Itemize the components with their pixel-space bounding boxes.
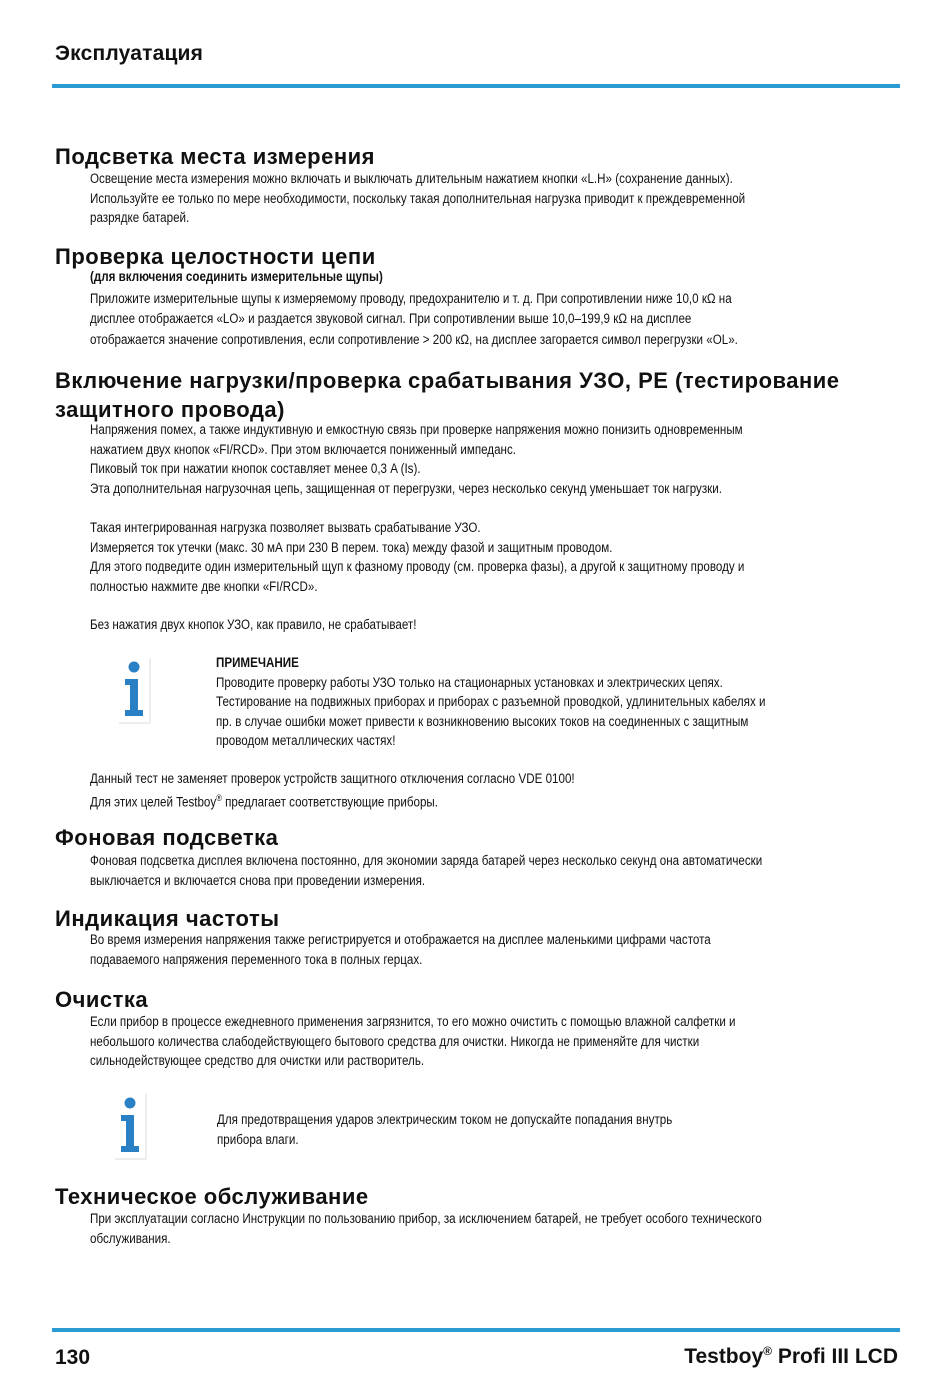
page-header-title: Эксплуатация <box>55 42 204 65</box>
text-line: Освещение места измерения можно включать и выключать длительным нажатием кнопки «L.H» (сохранение данных). <box>90 171 733 186</box>
text-line: разрядке батарей. <box>90 210 190 225</box>
section-title-measure-light: Подсветка места измерения <box>55 144 376 169</box>
paragraph <box>90 615 900 635</box>
footer-brand <box>684 1344 898 1369</box>
paragraph <box>90 851 900 890</box>
text-line: сильнодействующее средство для очистки или растворитель. <box>90 1053 425 1068</box>
note-box <box>217 1110 888 1149</box>
note-box <box>216 653 887 751</box>
header-rule <box>52 84 900 88</box>
section-title-backlight: Фоновая подсветка <box>55 825 279 850</box>
brand-name: Testboy <box>684 1345 764 1368</box>
text-line: Тестирование на подвижных приборах и приборах с разъемной проводкой, удлинительных кабелях и <box>216 694 766 709</box>
section-title-frequency: Индикация частоты <box>55 906 280 931</box>
model-name: Profi III LCD <box>772 1345 898 1368</box>
info-icon <box>110 1090 150 1160</box>
text-line: Измеряется ток утечки (макс. 30 мА при 230 В перем. тока) между фазой и защитным проводом. <box>90 539 613 555</box>
paragraph <box>90 420 900 498</box>
paragraph <box>90 1209 900 1248</box>
text-line: обслуживания. <box>90 1230 171 1246</box>
text-fragment: предлагает соответствующие приборы. <box>221 794 438 809</box>
text-line: При эксплуатации согласно Инструкции по пользованию прибор, за исключением батарей, не требует особого технического <box>90 1211 762 1226</box>
text-line: Эта дополнительная нагрузочная цепь, защищенная от перегрузки, через несколько секунд уменьшает ток нагрузки. <box>90 480 722 496</box>
text-line: Фоновая подсветка дисплея включена постоянно, для экономии заряда батарей через несколько секунд она автоматически <box>90 853 763 868</box>
text-line: выключается и включается снова при проведении измерения. <box>90 872 426 888</box>
section-title-load-rcd-line1: Включение нагрузки/проверка срабатывания УЗО, PE (тестирование <box>55 368 840 393</box>
text-line: Напряжения помех, а также индуктивную и емкостную связь при проверке напряжения можно понизить одновременным <box>90 422 743 437</box>
text-line: Если прибор в процессе ежедневного применения загрязнится, то его можно очистить с помощью влажной салфетки и <box>90 1014 736 1029</box>
section-subtitle: (для включения соединить измерительные щупы) <box>90 269 383 284</box>
section-title-maintenance: Техническое обслуживание <box>55 1184 369 1209</box>
section-title-load-rcd-line2: защитного провода) <box>55 397 285 422</box>
section-title-continuity: Проверка целостности цепи <box>55 244 376 269</box>
note-heading: ПРИМЕЧАНИЕ <box>216 655 299 670</box>
footer-rule <box>52 1328 900 1332</box>
text-line: пр. в случае ошибки может привести к возникновению высоких токов на соединенных с защитным <box>216 713 749 729</box>
text-line: Для этого подведите один измерительный щуп к фазному проводу (см. проверка фазы), а другой к защитному проводу и <box>90 559 745 574</box>
registered-mark: ® <box>216 792 222 803</box>
text-line: Без нажатия двух кнопок УЗО, как правило, не срабатывает! <box>90 617 417 632</box>
text-line: Во время измерения напряжения также регистрируется и отображается на дисплее маленькими цифрами частота <box>90 932 711 947</box>
paragraph <box>90 930 900 969</box>
paragraph <box>90 267 900 349</box>
info-icon <box>114 654 154 724</box>
text-line: нажатием двух кнопок «FI/RCD». При этом включается пониженный импеданс. <box>90 441 516 457</box>
text-line: Такая интегрированная нагрузка позволяет вызвать срабатывание УЗО. <box>90 520 481 535</box>
paragraph <box>90 1012 900 1071</box>
text-line: небольшого количества слабодействующего бытового средства для очистки. Никогда не применяйте для чистки <box>90 1033 700 1049</box>
paragraph <box>90 169 900 228</box>
text-line: проводом металлических частях! <box>216 733 396 748</box>
registered-mark: ® <box>763 1344 772 1358</box>
text-line: Для предотвращения ударов электрическим током не допускайте попадания внутрь <box>217 1112 673 1127</box>
text-line: Используйте ее только по мере необходимости, поскольку такая дополнительная нагрузка приводит к преждевременной <box>90 190 746 206</box>
text-fragment: Для этих целей Testboy <box>90 794 217 809</box>
text-line: отображается значение сопротивления, если сопротивление > 200 кΩ, на дисплее загорается символ перегрузки «OL». <box>90 331 738 347</box>
paragraph <box>90 769 900 812</box>
section-title-cleaning: Очистка <box>55 987 149 1012</box>
text-line: полностью нажмите две кнопки «FI/RCD». <box>90 578 318 594</box>
text-line: подаваемого напряжения переменного тока в полных герцах. <box>90 951 423 967</box>
text-line: Данный тест не заменяет проверок устройств защитного отключения согласно VDE 0100! <box>90 771 575 786</box>
text-line: прибора влаги. <box>217 1131 299 1147</box>
page-number: 130 <box>55 1346 91 1369</box>
text-line: Проводите проверку работы УЗО только на стационарных установках и электрических цепях. <box>216 674 723 690</box>
text-line <box>90 789 900 812</box>
text-line: Приложите измерительные щупы к измеряемому проводу, предохранителю и т. д. При сопротивлении ниже 10,0 кΩ на <box>90 290 732 306</box>
text-line: дисплее отображается «LO» и раздается звуковой сигнал. При сопротивлении выше 10,0–199,9 кΩ на дисплее <box>90 311 692 326</box>
text-line: Пиковый ток при нажатии кнопок составляет менее 0,3 A (Is). <box>90 461 421 476</box>
paragraph <box>90 518 900 596</box>
